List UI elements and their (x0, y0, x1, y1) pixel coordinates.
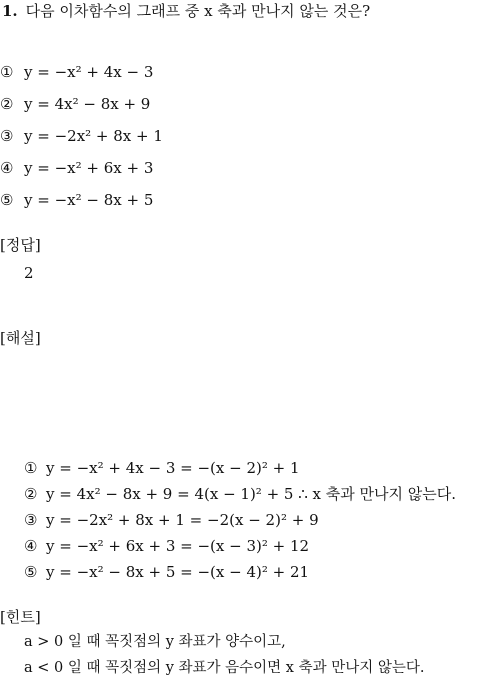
explanation-line-3 (24, 510, 319, 530)
answer-value: 2 (24, 264, 34, 282)
explanation-text: y = −x² + 4x − 3 = −(x − 2)² + 1 (46, 459, 300, 477)
choice-expression: y = −x² − 8x + 5 (24, 191, 154, 209)
explanation-line-4 (24, 536, 309, 556)
explanation-marker: ④ (24, 537, 38, 555)
explanation-text: y = 4x² − 8x + 9 = 4(x − 1)² + 5 ∴ x 축과 만나지 않는다. (46, 485, 457, 503)
question-text: 다음 이차함수의 그래프 중 x 축과 만나지 않는 것은? (25, 2, 371, 20)
hint-line-2: a < 0 일 때 꼭짓점의 y 좌표가 음수이면 x 축과 만나지 않는다. (24, 660, 425, 676)
explanation-marker: ⑤ (24, 563, 38, 581)
explanation-line-1 (24, 458, 300, 478)
explanation-text: y = −x² − 8x + 5 = −(x − 4)² + 21 (46, 563, 310, 581)
choice-marker: ③ (0, 127, 14, 145)
question-number: 1. (2, 2, 18, 20)
answer-label: [정답] (0, 236, 41, 254)
choice-4 (0, 158, 153, 178)
explanation-marker: ① (24, 459, 38, 477)
choice-expression: y = −2x² + 8x + 1 (24, 127, 163, 145)
explanation-line-5 (24, 562, 309, 582)
explanation-marker: ② (24, 485, 38, 503)
explanation-marker: ③ (24, 511, 38, 529)
explanation-line-2 (24, 484, 456, 504)
question-header (2, 1, 370, 21)
choice-expression: y = −x² + 4x − 3 (24, 63, 154, 81)
explanation-text: y = −2x² + 8x + 1 = −2(x − 2)² + 9 (46, 511, 319, 529)
choice-marker: ① (0, 63, 14, 81)
explanation-label: [해설] (0, 329, 41, 347)
choice-expression: y = −x² + 6x + 3 (24, 159, 154, 177)
explanation-text: y = −x² + 6x + 3 = −(x − 3)² + 12 (46, 537, 310, 555)
choice-expression: y = 4x² − 8x + 9 (24, 95, 151, 113)
choice-marker: ④ (0, 159, 14, 177)
choice-marker: ② (0, 95, 14, 113)
choice-2 (0, 94, 150, 114)
hint-line-1: a > 0 일 때 꼭짓점의 y 좌표가 양수이고, (24, 634, 286, 650)
choice-3 (0, 126, 163, 146)
choice-5 (0, 190, 153, 210)
choice-1 (0, 62, 153, 82)
choice-marker: ⑤ (0, 191, 14, 209)
hint-label: [힌트] (0, 608, 41, 626)
